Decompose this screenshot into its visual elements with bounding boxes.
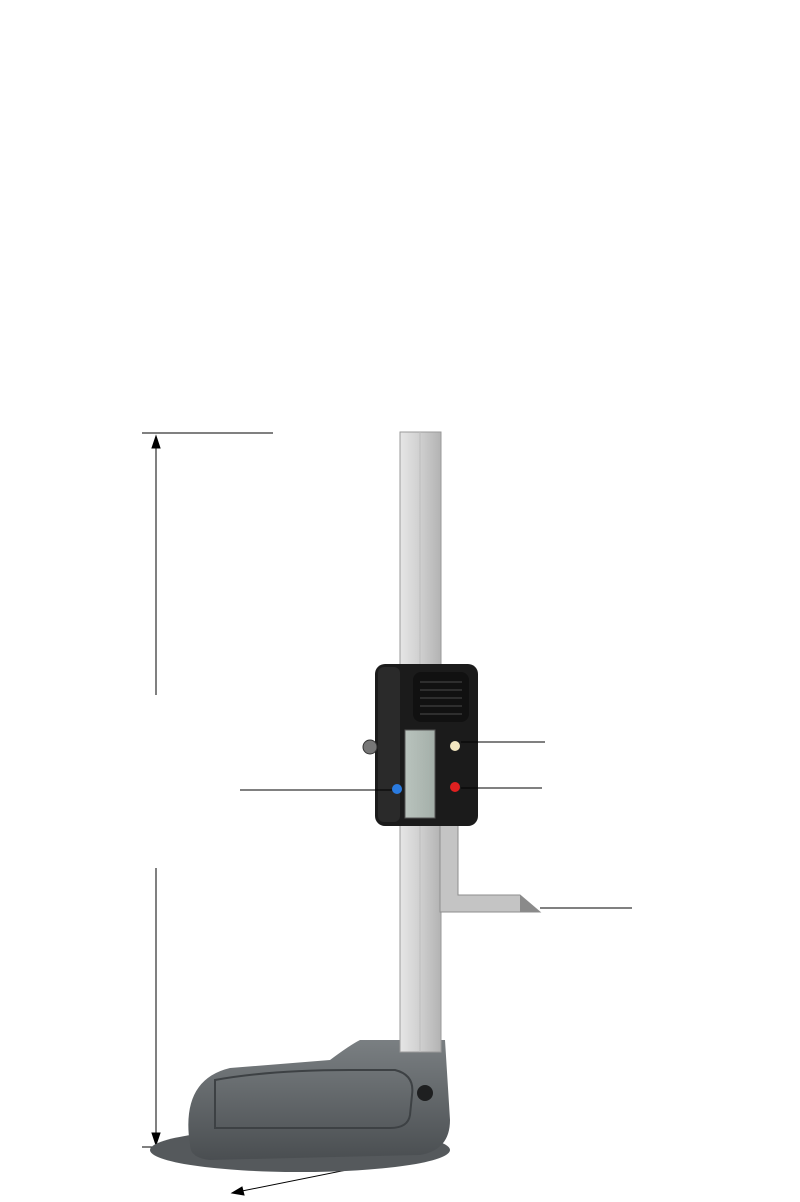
lcd-display xyxy=(405,730,435,818)
zero-button[interactable] xyxy=(450,741,460,751)
cast-iron-base xyxy=(150,1040,450,1172)
inch-mm-button[interactable] xyxy=(392,784,402,794)
carbide-scriber xyxy=(440,820,540,912)
on-off-button[interactable] xyxy=(450,782,460,792)
